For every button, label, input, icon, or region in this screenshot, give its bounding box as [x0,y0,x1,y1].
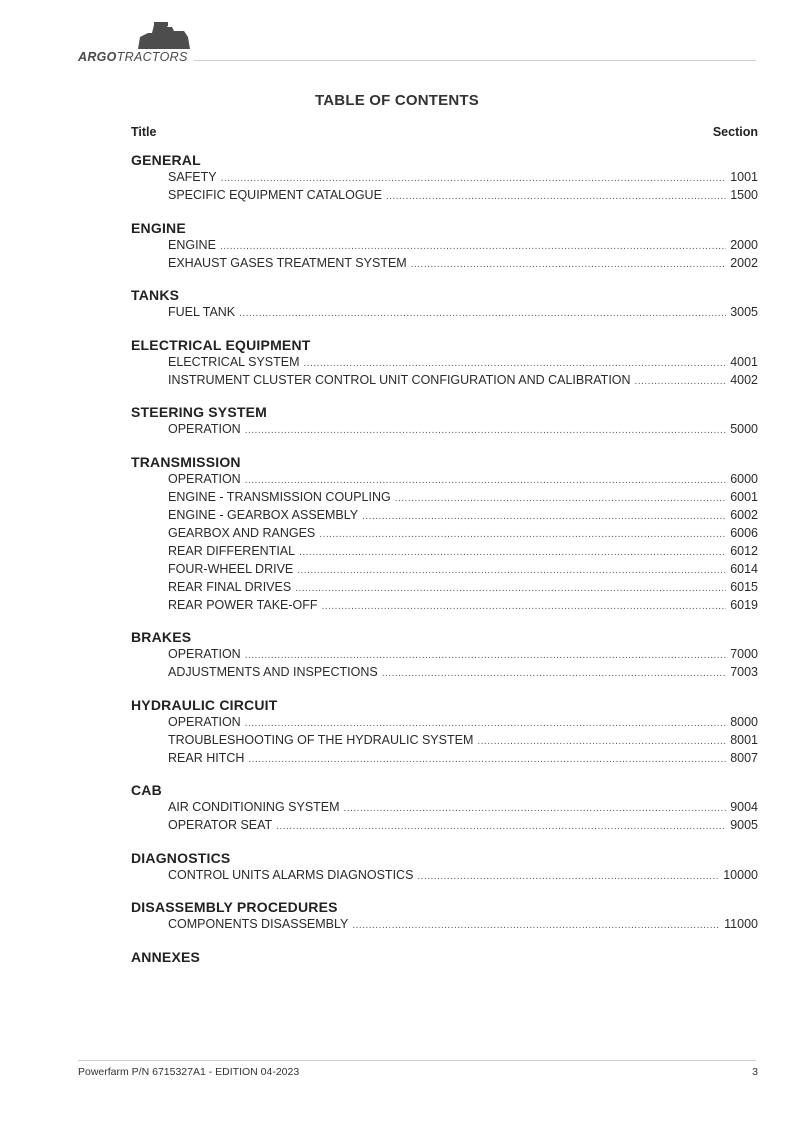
toc-entry-label: COMPONENTS DISASSEMBLY [168,917,349,931]
column-header-title: Title [131,125,157,139]
toc-entry-label: OPERATION [168,714,241,729]
toc-entry-section: 8001 [730,732,758,747]
toc-entry-label: SPECIFIC EQUIPMENT CATALOGUE [168,188,382,202]
toc-entry-section: 8000 [730,714,758,729]
toc-entry[interactable] [168,187,758,205]
toc-entry[interactable] [168,664,758,682]
toc-entry-label: TROUBLESHOOTING OF THE HYDRAULIC SYSTEM [168,732,474,747]
dot-leader [297,563,726,579]
dot-leader [386,189,726,205]
footer-divider [78,1060,756,1061]
toc-entry[interactable] [168,525,758,543]
dot-leader [411,257,726,273]
toc-entry[interactable] [168,237,758,255]
toc-entry[interactable] [168,304,758,322]
dot-leader [382,666,726,682]
toc-group [131,899,758,934]
toc-group-title: STEERING SYSTEM [131,404,268,420]
dot-leader [276,819,726,835]
toc-entry-label: AIR CONDITIONING SYSTEM [168,800,340,814]
dot-leader [245,473,726,489]
toc-entry[interactable] [168,714,758,732]
toc-group-title: HYDRAULIC CIRCUIT [131,696,278,713]
toc-entry-label: REAR FINAL DRIVES [168,579,292,594]
toc-entry-label: FOUR-WHEEL DRIVE [168,561,294,576]
dot-leader [344,801,727,817]
dot-leader [295,581,726,597]
toc-entry-section: 1500 [730,188,758,202]
toc-entry[interactable] [168,421,758,439]
dot-leader [245,423,726,439]
dot-leader [245,716,726,732]
toc-group [131,454,758,615]
dot-leader [248,752,726,768]
toc-entry-section: 6002 [730,507,758,522]
brand-light: TRACTORS [116,50,188,64]
toc-entry[interactable] [168,750,758,768]
toc-entry[interactable] [168,579,758,597]
page-header [78,20,756,64]
toc-entry[interactable] [168,867,758,885]
toc-group-title: ENGINE [131,219,186,236]
toc-entry-section: 11000 [724,917,758,931]
toc-entry-section: 1001 [730,170,758,184]
dot-leader [299,545,726,561]
toc-group-title: CAB [131,782,162,798]
toc-group-title: TANKS [131,287,180,303]
toc-group-title: TRANSMISSION [131,453,241,470]
toc-entry-label: OPERATION [168,422,241,436]
toc-entry[interactable] [168,561,758,579]
toc-entry-section: 10000 [723,867,758,882]
dot-leader [352,918,720,934]
toc-entry[interactable] [168,916,758,934]
dot-leader [395,491,726,507]
toc-group [131,850,758,885]
toc-entry-label: ADJUSTMENTS AND INSPECTIONS [168,665,378,679]
tractor-logo-icon [134,21,192,51]
dot-leader [362,509,726,525]
dot-leader [477,734,726,750]
dot-leader [239,306,726,322]
toc-entry-section: 7003 [730,665,758,679]
column-header-section: Section [712,125,758,139]
toc-entry-label: REAR POWER TAKE-OFF [168,597,318,612]
toc-entry-section: 6014 [730,561,758,576]
dot-leader [319,527,726,543]
toc-entry-section: 2002 [730,255,758,270]
toc-group-title: DIAGNOSTICS [131,849,231,866]
brand-logo [78,20,198,64]
toc-entry-section: 2000 [730,237,758,252]
toc-entry-label: ELECTRICAL SYSTEM [168,354,300,369]
toc-entry-label: REAR DIFFERENTIAL [168,543,296,558]
toc-entry-section: 7000 [730,647,758,661]
toc-group-title: DISASSEMBLY PROCEDURES [131,899,338,915]
toc-entry-section: 6019 [730,597,758,612]
toc-group [131,152,758,205]
toc-entry-section: 3005 [730,305,758,319]
page-title: TABLE OF CONTENTS [315,92,479,109]
toc-entry[interactable] [168,543,758,561]
toc-entry-label: ENGINE - GEARBOX ASSEMBLY [168,507,359,522]
toc-entry[interactable] [168,646,758,664]
toc-group [131,220,758,273]
toc-entry-label: ENGINE [168,237,216,252]
table-of-contents [131,152,758,980]
toc-entry-label: INSTRUMENT CLUSTER CONTROL UNIT CONFIGURATION AND CALIBRATION [168,372,631,387]
dot-leader [221,171,727,187]
toc-entry[interactable] [168,255,758,273]
page-number: 3 [752,1066,758,1078]
footer-edition: Powerfarm P/N 6715327A1 - EDITION 04-2023 [78,1066,300,1078]
toc-entry-section: 6015 [730,579,758,594]
toc-entry-label: OPERATION [168,647,241,661]
toc-entry-section: 4002 [730,372,758,387]
toc-group-title: BRAKES [131,629,192,645]
toc-entry-label: CONTROL UNITS ALARMS DIAGNOSTICS [168,867,414,882]
toc-entry-section: 6000 [730,471,758,486]
toc-entry[interactable] [168,817,758,835]
toc-group [131,287,758,322]
toc-entry-label: ENGINE - TRANSMISSION COUPLING [168,489,391,504]
toc-group [131,697,758,768]
toc-group-title: ELECTRICAL EQUIPMENT [131,336,311,353]
toc-group [131,629,758,682]
dot-leader [635,374,727,390]
toc-entry-label: OPERATION [168,471,241,486]
dot-leader [417,869,719,885]
toc-entry-section: 4001 [730,354,758,369]
toc-entry[interactable] [168,354,758,372]
toc-entry[interactable] [168,372,758,390]
dot-leader [245,648,726,664]
toc-entry-section: 6001 [730,489,758,504]
toc-entry[interactable] [168,799,758,817]
toc-entry[interactable] [168,507,758,525]
brand-bold: ARGO [78,50,117,64]
toc-group [131,404,758,439]
toc-entry[interactable] [168,597,758,615]
toc-entry-section: 6006 [730,525,758,540]
toc-entry[interactable] [168,732,758,750]
dot-leader [304,356,727,372]
toc-entry-label: REAR HITCH [168,750,245,765]
toc-group [131,949,758,966]
dot-leader [220,239,726,255]
toc-entry-label: EXHAUST GASES TREATMENT SYSTEM [168,255,407,270]
toc-entry-label: OPERATOR SEAT [168,818,273,832]
brand-wordmark [78,50,188,64]
toc-group-title: GENERAL [131,152,201,168]
toc-entry-label: FUEL TANK [168,305,236,319]
dot-leader [322,599,727,615]
toc-entry[interactable] [168,489,758,507]
toc-entry-label: SAFETY [168,170,217,184]
toc-entry-section: 8007 [730,750,758,765]
toc-entry-label: GEARBOX AND RANGES [168,525,316,540]
toc-group-title: ANNEXES [131,948,201,965]
toc-entry-section: 6012 [730,543,758,558]
toc-entry-section: 9004 [730,800,758,814]
toc-group [131,337,758,390]
toc-entry-section: 5000 [730,422,758,436]
toc-entry[interactable] [168,169,758,187]
toc-entry[interactable] [168,471,758,489]
toc-entry-section: 9005 [730,818,758,832]
header-divider [194,60,756,61]
toc-group [131,782,758,835]
